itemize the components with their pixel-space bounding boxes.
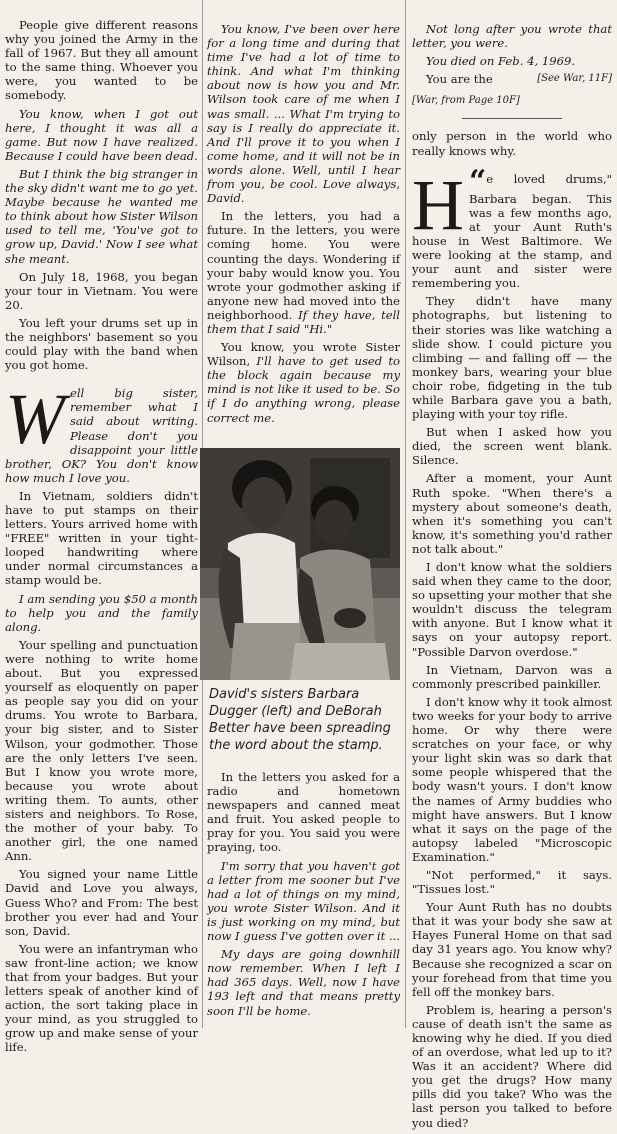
paragraph: "Not performed," it says. "Tissues lost.": [412, 867, 612, 897]
letter-quote: And it is just working on my mind, but now I guess I've gotten over it ...: [207, 900, 400, 944]
paragraph: [412, 72, 612, 86]
paragraph: But when I asked how you died, the screen went blank. Silence.: [412, 425, 612, 468]
paragraph: In the letters you asked for a radio and hometown newspapers and canned meat and fruit. You asked people to pray for you. You said you were praying, too.: [207, 770, 400, 855]
paragraph: Your Aunt Ruth has no doubts that it was your body she saw at Hayes Funeral Home on that sad day 31 years ago. You know why? Because she recognized a scar on your forehead from that time you fell off the monkey bars.: [412, 900, 612, 999]
paragraph-text: You know, you wrote Sister Wilson,: [207, 340, 400, 369]
letter-excerpt: My days are going downhill now remember. When I left I had 365 days. Well, now I have 193 left and that means pretty soon I'll be home.: [207, 947, 400, 1018]
dropcap-text: e loved drums," Barbara began. This was a few months ago, at your Aunt Ruth's house in West Baltimore. We were looking at the stamp, and your aunt and sister were remembering you.: [412, 171, 612, 291]
column-2: [207, 22, 400, 429]
column-3: [412, 22, 612, 1134]
letter-excerpt: You died on Feb. 4, 1969.: [426, 54, 576, 69]
paragraph: only person in the world who really knows why.: [412, 129, 612, 158]
paragraph: [207, 209, 400, 336]
dropcap-text: ell big sister, remember what I said about writing. Please don't you disappoint your little brother, OK? You don't know how much I love you.: [5, 386, 198, 485]
drop-cap: W: [5, 379, 65, 460]
photo-caption: David's sisters Barbara Dugger (left) and DeBorah Better have been spreading the word about the stamp.: [209, 687, 391, 753]
paragraph: I don't know what the soldiers said when they came to the door, so upsetting your mother that she wouldn't discuss the telegram with anyone. But I know what it says on your autopsy report. "Possible Darvon overdose.": [412, 560, 612, 659]
paragraph: I don't know why it took almost two weeks for your body to arrive home. Or why there were scratches on your face, or why your light skin was so dark that some people whispered that the body wasn't yours. I don't know the names of Army buddies who might have answers. But I know what it says on the page of the autopsy labeled "Microscopic Examination.": [412, 694, 612, 864]
paragraph: [207, 859, 400, 944]
letter-excerpt: You know, I've been over here for a long time and during that time I've had a lot of time to think. And what I'm thinking about now is how you and Mr. Wilson took care of me when I was small. ... What I'm trying to say is I really do appreciate it. And I'll prove it to you when I come home, and it will not be in words alone. Well, until I hear from you, be cool. Love always, David.: [207, 22, 400, 206]
drop-cap: H: [412, 164, 464, 245]
column-rule: [405, 0, 406, 1028]
column-2-continued: [207, 770, 400, 1022]
paragraph: [207, 340, 400, 425]
letter-excerpt: Not long after you wrote that letter, you were.: [412, 22, 612, 51]
paragraph: They didn't have many photographs, but listening to their stories was like watching a slide show. I could picture you climbing — and falling off — the monkey bars, wearing your blue choir robe, fidgeting in the tub while Barbara gave you a bath, playing with your toy rifle.: [412, 294, 612, 422]
paragraph: In Vietnam, Darvon was a commonly prescribed painkiller.: [412, 662, 612, 691]
paragraph: Your spelling and punctuation were nothing to write home about. But you expressed yourself as eloquently on paper as people say you did on your drums. You wrote to Barbara, your big sister, and to Sister Wilson, your godmother. Those are the only letters I've seen. But I know you wrote more, because you wrote about writing them. To aunts, other sisters and neighbors. To Rose, the mother of your baby. To another girl, the one named Ann.: [5, 637, 198, 864]
paragraph: You left your drums set up in the neighbors' basement so you could play with the band when you got home.: [5, 315, 198, 373]
paragraph-text: You are the: [426, 72, 493, 87]
photo-image: [200, 448, 400, 680]
open-quote-mark: “: [469, 163, 487, 199]
letter-quote: If they have, tell them that I said "Hi.": [207, 307, 401, 336]
section-divider: [462, 118, 562, 119]
paragraph: On July 18, 1968, you began your tour in Vietnam. You were 20.: [5, 269, 198, 312]
letter-excerpt: You know, when I got out here, I thought it was all a game. But now I have realized. Because I could have been dead.: [5, 106, 198, 163]
paragraph-dropcap: [412, 163, 612, 291]
paragraph: You signed your name Little David and Love you always, Guess Who? and From: The best brother you ever had and Your son, David.: [5, 867, 198, 938]
paragraph: You were an infantryman who saw front-line action; we know that from your badges. But your letters speak of another kind of action, the sort taking place in your mind, as you struggled to grow up and make sense of your life.: [5, 941, 198, 1055]
jump-line-to: [See War, 11F]: [537, 73, 612, 85]
letter-excerpt: But I think the big stranger in the sky didn't want me to go yet. Maybe because he wanted me to think about how Sister Wilson used to tell me, 'You've got to grow up, David.' Now I see what she meant.: [5, 166, 198, 266]
column-1: [5, 18, 198, 1059]
letter-quote: I'll have to get used to the block again because my mind is not like it used to be. So if I do anything wrong, please correct me.: [207, 354, 400, 425]
paragraph: In Vietnam, soldiers didn't have to put stamps on their letters. Yours arrived home with "FREE" written in your tight-looped handwriting where under normal circumstances a stamp would be.: [5, 488, 198, 588]
paragraph: Problem is, hearing a person's cause of death isn't the same as knowing why he died. If you died of an overdose, what led up to it? Was it an accident? Where did you get the drugs? How many pills did you take? Who was the last person you talked to before you died?: [412, 1002, 612, 1130]
letter-excerpt: I am sending you $50 a month to help you and the family along.: [5, 591, 198, 634]
paragraph: People give different reasons why you joined the Army in the fall of 1967. But they all amount to the same thing. Whoever you were, you wanted to be somebody.: [5, 18, 198, 103]
letter-excerpt-dropcap: [5, 379, 198, 485]
photo-sisters: [200, 448, 400, 680]
jump-line-from: [War, from Page 10F]: [412, 95, 520, 107]
letter-quote: I'm sorry that you haven't got a letter from me sooner but I've had a lot of things on my mind, you wrote Sister Wilson.: [207, 858, 400, 915]
paragraph-text: In the letters, you had a future. In the letters, you were coming home. You were counting the days. Wondering if your baby would know you. You wrote your godmother asking if anyone new had moved into the neighborhood.: [207, 209, 400, 322]
paragraph: After a moment, your Aunt Ruth spoke. "When there's a mystery about someone's death, when it's something you can't know, it's something you'd rather not talk about.": [412, 471, 612, 556]
